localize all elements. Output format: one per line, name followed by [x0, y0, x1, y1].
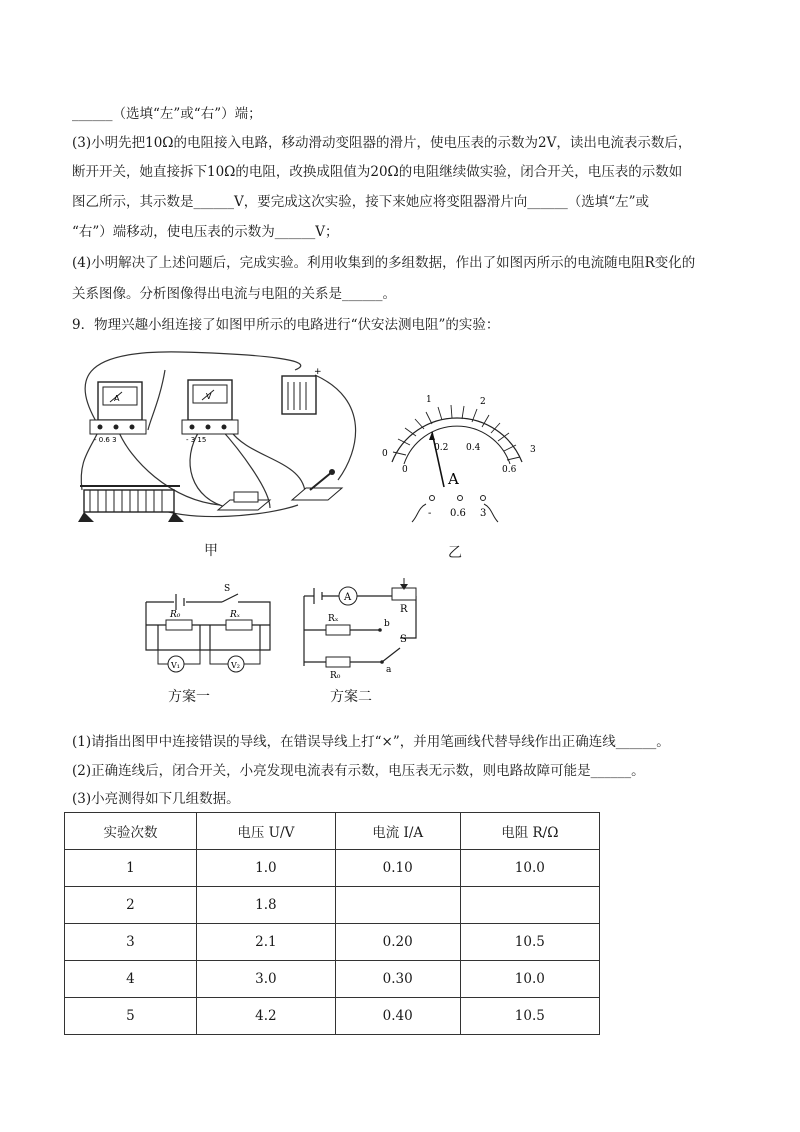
table-cell: 1.8: [196, 887, 335, 924]
table-cell: 2.1: [196, 924, 335, 961]
table-cell: [335, 887, 460, 924]
table-cell: 10.5: [460, 924, 599, 961]
table-cell: 1: [65, 850, 197, 887]
q8-line-6: (4)小明解决了上述问题后，完成实验。利用收集到的多组数据，作出了如图丙所示的电流随电阻R变化的: [72, 255, 696, 271]
table-row: [65, 924, 600, 961]
scheme2-ammeter-label: A: [344, 592, 352, 603]
q8-line-4: 图乙所示，其示数是______V，要完成这次实验，接下来她应将变阻器滑片向______（选填“左”或: [72, 194, 650, 210]
dial-lower-tick-0: 0: [402, 465, 408, 475]
dial-lower-tick-3: 0.6: [502, 465, 517, 475]
dial-terminal-minus: -: [428, 508, 432, 519]
table-cell: 2: [65, 887, 197, 924]
voltmeter-terminal-labels: - 3 15: [186, 436, 207, 444]
table-row: [65, 998, 600, 1035]
table-cell: 10.5: [460, 998, 599, 1035]
q8-line-1: ______（选填“左”或“右”）端；: [72, 106, 262, 122]
q8-line-5: “右”）端移动，使电压表的示数为______V；: [72, 224, 339, 240]
figure-yi-caption: 乙: [448, 545, 462, 561]
ammeter-letter: A: [114, 394, 120, 403]
q9-part-2: (2)正确连线后，闭合开关，小亮发现电流表有示数，电压表无示数，则电路故障可能是______。: [72, 763, 645, 779]
table-row: [65, 961, 600, 998]
dial-upper-tick-3: 3: [530, 445, 536, 455]
rheostat-device: [78, 486, 184, 522]
dial-upper-tick-0: 0: [382, 449, 388, 459]
scheme2-r0-label: R₀: [330, 671, 341, 681]
q9-part-3: (3)小亮测得如下几组数据。: [72, 791, 240, 807]
scheme1-v2-label: V₂: [231, 661, 240, 670]
scheme2-switch-label: S: [400, 634, 407, 645]
table-cell: 4: [65, 961, 197, 998]
scheme1-caption: 方案一: [168, 689, 210, 705]
table-cell: 0.30: [335, 961, 460, 998]
battery-plus-label: +: [314, 367, 322, 377]
scheme2-caption: 方案二: [330, 689, 372, 705]
table-cell: 3: [65, 924, 197, 961]
dial-upper-tick-1: 1: [426, 395, 432, 405]
table-row: [65, 850, 600, 887]
dial-lower-tick-2: 0.4: [466, 443, 481, 453]
q8-line-2: (3)小明先把10Ω的电阻接入电路，移动滑动变阻器的滑片，使电压表的示数为2V，读出电流表示数后，: [72, 135, 692, 151]
q8-line-7: 关系图像。分析图像得出电流与电阻的关系是______。: [72, 286, 396, 302]
table-cell: 0.10: [335, 850, 460, 887]
figure-jia-circuit: [70, 340, 360, 540]
table-header-row: [65, 813, 600, 850]
table-cell: 0.40: [335, 998, 460, 1035]
table-header-cell: 实验次数: [65, 813, 197, 850]
table-cell: 5: [65, 998, 197, 1035]
voltmeter-device: [182, 380, 238, 444]
q9-title: 9．物理兴趣小组连接了如图甲所示的电路进行“伏安法测电阻”的实验：: [72, 317, 500, 333]
table-row: [65, 887, 600, 924]
table-cell: 0.20: [335, 924, 460, 961]
table-header-cell: 电阻 R/Ω: [460, 813, 599, 850]
scheme2-node-a: a: [386, 665, 392, 675]
resistor-board: [218, 492, 270, 510]
ammeter-terminal-labels: - 0.6 3: [94, 436, 117, 444]
switch-device: [292, 469, 342, 500]
dial-lower-tick-1: 0.2: [434, 443, 449, 453]
table-cell: 1.0: [196, 850, 335, 887]
table-header-cell: 电流 I/A: [335, 813, 460, 850]
dial-upper-tick-2: 2: [480, 397, 486, 407]
scheme1-circuit: [140, 580, 280, 675]
data-table: [64, 812, 600, 1035]
ammeter-device: [90, 382, 146, 444]
scheme2-rx-label: Rₓ: [328, 614, 339, 624]
scheme1-v1-label: V₁: [171, 661, 180, 670]
table-cell: 10.0: [460, 850, 599, 887]
dial-needle: [432, 432, 444, 487]
voltmeter-letter: V: [206, 392, 212, 401]
table-cell: [460, 887, 599, 924]
figure-yi-ammeter-dial: [362, 392, 552, 527]
table-cell: 10.0: [460, 961, 599, 998]
battery-device: [282, 367, 322, 414]
table-cell: 4.2: [196, 998, 335, 1035]
scheme2-rheostat-label: R: [400, 604, 408, 615]
scheme1-r0-label: R₀: [170, 610, 181, 620]
q8-line-3: 断开开关，她直接拆下10Ω的电阻，改换成阻值为20Ω的电阻继续做实验，闭合开关，电压表的示数如: [72, 164, 683, 180]
figure-jia-caption: 甲: [204, 543, 218, 559]
table-cell: 3.0: [196, 961, 335, 998]
dial-meter-letter: A: [448, 470, 459, 488]
table-header-cell: 电压 U/V: [196, 813, 335, 850]
dial-terminal-06: 0.6: [450, 508, 466, 519]
scheme1-rx-label: Rₓ: [230, 610, 240, 620]
q9-part-1: (1)请指出图甲中连接错误的导线，在错误导线上打“×”，并用笔画线代替导线作出正确连线______。: [72, 734, 670, 750]
dial-terminal-3: 3: [480, 508, 487, 519]
scheme1-switch-label: S: [224, 584, 231, 594]
scheme2-node-b: b: [384, 619, 390, 629]
scheme2-circuit: [300, 578, 440, 683]
